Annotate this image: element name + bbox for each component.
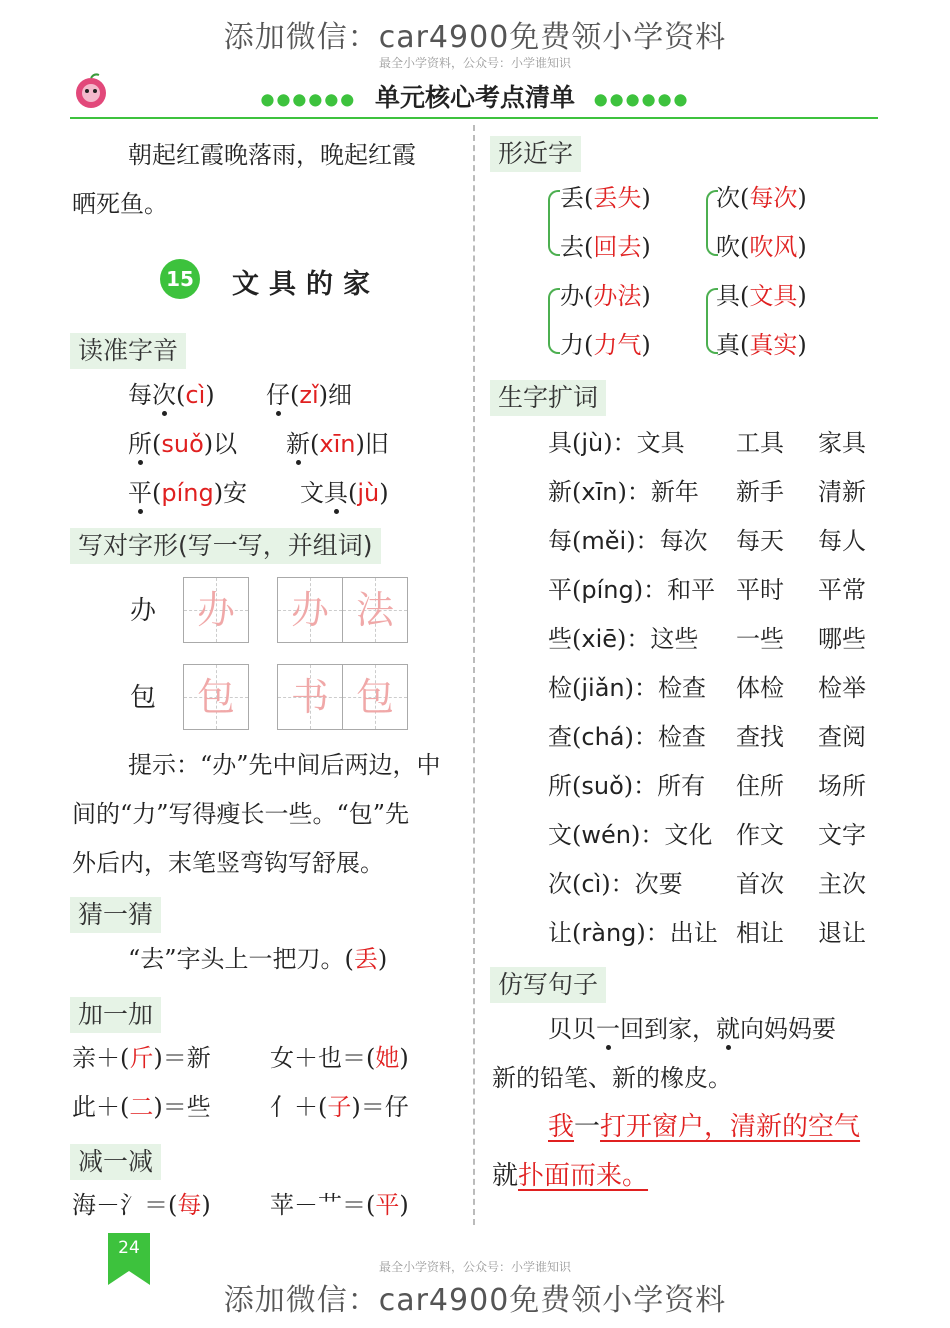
section-similar-chars: 形近字 [490, 136, 581, 172]
expansion-word: 查阅 [818, 723, 866, 751]
page-number: 24 [118, 1238, 140, 1258]
expansion-word: 场所 [818, 772, 866, 800]
section-read-pronunciation: 读准字音 [70, 333, 186, 369]
add-row-2: 女＋也＝(她) [270, 1044, 409, 1072]
header-dots-left: ●●●●●● [260, 89, 357, 109]
similar-pair-item: 真(真实) [716, 331, 807, 359]
tip-line-2: 间的“力”写得瘦长一些。“包”先 [72, 800, 410, 828]
similar-pair-item: 去(回去) [560, 233, 651, 261]
expansion-word: 主次 [818, 870, 866, 898]
expansion-word: 相让 [736, 919, 784, 947]
writing-grid-box: 包 [183, 664, 249, 730]
riddle: “去”字头上一把刀。(丢) [128, 945, 388, 973]
column-divider [473, 125, 475, 1225]
read-item-5: 平(píng)安 [128, 479, 248, 507]
expansion-word: 一些 [736, 625, 784, 653]
expansion-word: 哪些 [818, 625, 866, 653]
expansion-word: 家具 [818, 429, 866, 457]
word-expansion-row: 新(xīn)：新年 [548, 478, 699, 506]
intro-line-1: 朝起红霞晚落雨，晚起红霞 [128, 141, 416, 169]
section-imitate-sentence: 仿写句子 [490, 967, 606, 1003]
header-dots-right: ●●●●●● [593, 89, 690, 109]
expansion-word: 首次 [736, 870, 784, 898]
writing-grid-box: 法 [342, 577, 408, 643]
expansion-word: 平常 [818, 576, 866, 604]
expansion-word: 检举 [818, 674, 866, 702]
read-item-1: 每次(cì) [128, 381, 215, 409]
similar-pair-item: 办(办法) [560, 282, 651, 310]
similar-pair-item: 丢(丢失) [560, 184, 651, 212]
similar-pair-item: 吹(吹风) [716, 233, 807, 261]
writing-grid-box: 办 [183, 577, 249, 643]
similar-pair-item: 力(力气) [560, 331, 651, 359]
page-header [0, 78, 950, 114]
word-expansion-row: 每(měi)：每次 [548, 527, 708, 555]
word-expansion-row: 具(jù)：文具 [548, 429, 685, 457]
expansion-word: 住所 [736, 772, 784, 800]
expansion-word: 新手 [736, 478, 784, 506]
watermark-top: 添加微信：car4900免费领小学资料 [223, 20, 727, 55]
expansion-word: 每人 [818, 527, 866, 555]
expansion-word: 作文 [736, 821, 784, 849]
brace [548, 190, 560, 256]
add-row-4: 亻＋(子)＝仔 [270, 1093, 409, 1121]
tip-line-3: 外后内，末笔竖弯钩写舒展。 [72, 849, 384, 877]
word-expansion-row: 平(píng)：和平 [548, 576, 716, 604]
answer-sentence-line-2: 就扑面而来。 [492, 1161, 649, 1191]
word-expansion-row: 查(chá)：检查 [548, 723, 706, 751]
faint-footer-note: 最全小学资料，公众号：小学谁知识 [378, 1260, 571, 1274]
read-item-4: 新(xīn)旧 [286, 430, 389, 458]
tip-line-1: 提示：“办”先中间后两边，中 [128, 751, 441, 779]
word-expansion-row: 文(wén)：文化 [548, 821, 713, 849]
expansion-word: 清新 [818, 478, 866, 506]
read-item-2: 仔(zǐ)细 [266, 381, 353, 409]
expansion-word: 体检 [736, 674, 784, 702]
example-sentence-line-2: 新的铅笔、新的橡皮。 [492, 1064, 732, 1092]
write-char-bao: 包 [130, 683, 157, 713]
header-title: 单元核心考点清单 [374, 83, 575, 112]
lesson-title: 文具的家 [232, 269, 380, 300]
brace [548, 288, 560, 354]
watermark-bottom: 添加微信：car4900免费领小学资料 [223, 1283, 727, 1318]
sub-row-1: 海－氵＝(每) [72, 1191, 211, 1219]
intro-line-2: 晒死鱼。 [72, 190, 168, 218]
section-subtract: 减一减 [70, 1144, 161, 1180]
expansion-word: 退让 [818, 919, 866, 947]
expansion-word: 每天 [736, 527, 784, 555]
example-sentence-line-1: 贝贝一回到家，就向妈妈要 [548, 1015, 836, 1043]
lesson-number-badge: 15 [160, 259, 200, 299]
section-word-expansion: 生字扩词 [490, 380, 606, 416]
word-expansion-row: 些(xiē)：这些 [548, 625, 699, 653]
answer-sentence-line-1: 我一打开窗户，清新的空气 [548, 1112, 861, 1142]
similar-pair-item: 具(文具) [716, 282, 807, 310]
expansion-word: 工具 [736, 429, 784, 457]
word-expansion-row: 所(suǒ)：所有 [548, 772, 706, 800]
read-item-3: 所(suǒ)以 [128, 430, 238, 458]
writing-grid-box: 包 [342, 664, 408, 730]
add-row-3: 此＋(二)＝些 [72, 1093, 211, 1121]
write-char-ban: 办 [130, 596, 157, 626]
expansion-word: 查找 [736, 723, 784, 751]
add-row-1: 亲＋(斤)＝新 [72, 1044, 211, 1072]
section-guess: 猜一猜 [70, 897, 161, 933]
expansion-word: 文字 [818, 821, 866, 849]
word-expansion-row: 次(cì)：次要 [548, 870, 683, 898]
word-expansion-row: 让(ràng)：出让 [548, 919, 718, 947]
section-add: 加一加 [70, 997, 161, 1033]
writing-grid-box: 办 [277, 577, 343, 643]
similar-pair-item: 次(每次) [716, 184, 807, 212]
sub-row-2: 苹－艹＝(平) [270, 1191, 409, 1219]
section-write-shape: 写对字形(写一写，并组词) [70, 528, 381, 564]
header-divider [70, 117, 878, 119]
read-item-6: 文具(jù) [300, 479, 389, 507]
writing-grid-box: 书 [277, 664, 343, 730]
word-expansion-row: 检(jiǎn)：检查 [548, 674, 707, 702]
expansion-word: 平时 [736, 576, 784, 604]
faint-header-note: 最全小学资料，公众号：小学谁知识 [378, 56, 571, 70]
